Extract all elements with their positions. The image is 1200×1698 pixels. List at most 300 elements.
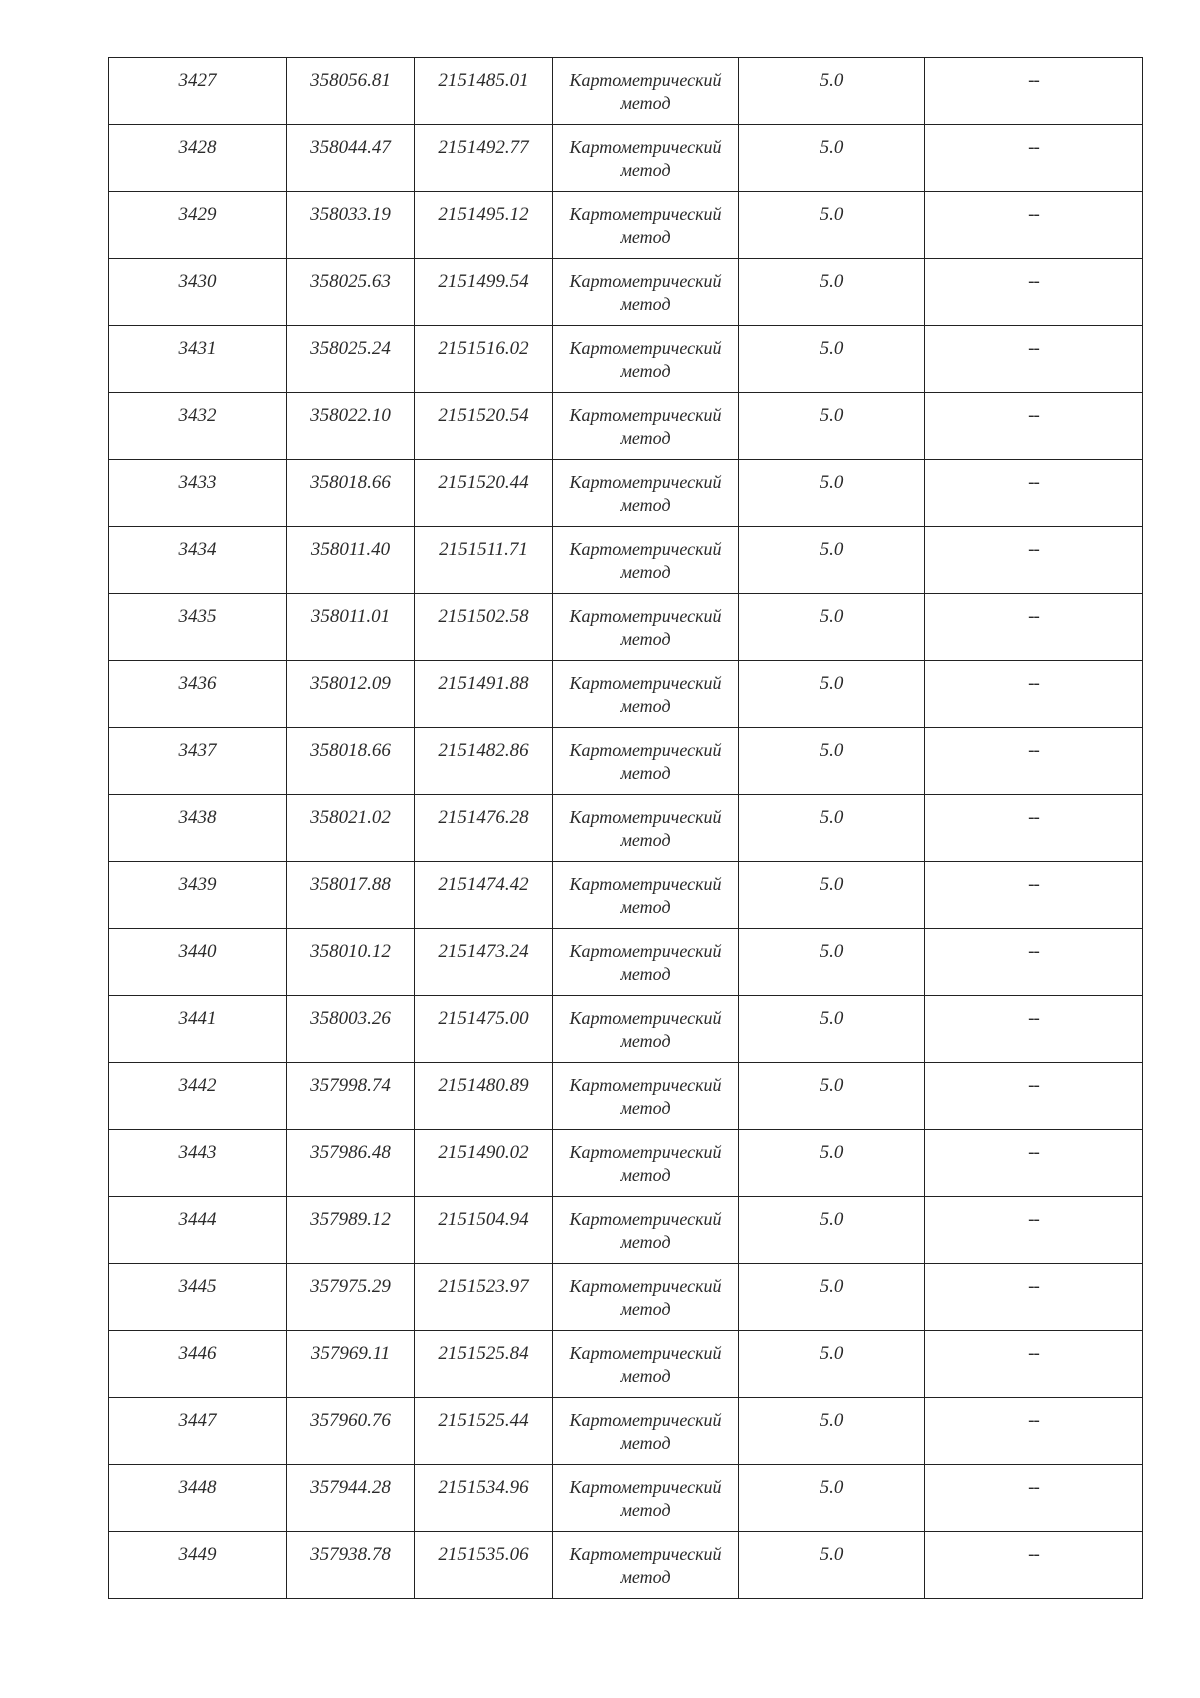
table-row: [109, 795, 1143, 862]
x-coordinate-cell: [287, 728, 415, 795]
method-cell: [553, 125, 739, 192]
point-number-cell: [109, 527, 287, 594]
y-coordinate-cell-text: 2151490.02: [438, 1142, 529, 1163]
x-coordinate-cell: [287, 996, 415, 1063]
accuracy-cell: [739, 1063, 925, 1130]
y-coordinate-cell: [415, 1197, 553, 1264]
x-coordinate-cell: [287, 1532, 415, 1599]
accuracy-cell: [739, 1130, 925, 1197]
y-coordinate-cell: [415, 192, 553, 259]
point-number-cell-text: 3449: [178, 1544, 217, 1565]
table-row: [109, 1264, 1143, 1331]
point-number-cell: [109, 728, 287, 795]
x-coordinate-cell: [287, 1331, 415, 1398]
x-coordinate-cell: [287, 795, 415, 862]
x-coordinate-cell-text: 358025.24: [310, 338, 391, 359]
method-cell: [553, 862, 739, 929]
table-row: [109, 1532, 1143, 1599]
method-cell-text: Картометрический метод: [569, 606, 722, 649]
table-row: [109, 1398, 1143, 1465]
x-coordinate-cell-text: 358033.19: [310, 204, 391, 225]
method-cell: [553, 929, 739, 996]
method-cell: [553, 1398, 739, 1465]
point-number-cell: [109, 393, 287, 460]
note-cell-text: --: [1028, 606, 1039, 627]
method-cell-text: Картометрический метод: [569, 338, 722, 381]
note-cell: [925, 1398, 1143, 1465]
x-coordinate-cell: [287, 862, 415, 929]
y-coordinate-cell-text: 2151495.12: [438, 204, 529, 225]
note-cell-text: --: [1028, 137, 1039, 158]
accuracy-cell-text: 5.0: [819, 1544, 844, 1565]
method-cell-text: Картометрический метод: [569, 1008, 722, 1051]
table-row: [109, 259, 1143, 326]
x-coordinate-cell: [287, 527, 415, 594]
point-number-cell: [109, 929, 287, 996]
point-number-cell: [109, 594, 287, 661]
accuracy-cell: [739, 58, 925, 125]
x-coordinate-cell-text: 357969.11: [310, 1343, 391, 1364]
point-number-cell: [109, 795, 287, 862]
table-row: [109, 862, 1143, 929]
point-number-cell: [109, 1130, 287, 1197]
accuracy-cell: [739, 996, 925, 1063]
note-cell-text: --: [1028, 874, 1039, 895]
method-cell-text: Картометрический метод: [569, 1477, 722, 1520]
note-cell: [925, 326, 1143, 393]
x-coordinate-cell: [287, 929, 415, 996]
table-row: [109, 527, 1143, 594]
x-coordinate-cell: [287, 661, 415, 728]
y-coordinate-cell-text: 2151474.42: [438, 874, 529, 895]
x-coordinate-cell-text: 358021.02: [310, 807, 391, 828]
point-number-cell: [109, 1197, 287, 1264]
note-cell-text: --: [1028, 1343, 1039, 1364]
table-row: [109, 661, 1143, 728]
point-number-cell-text: 3441: [178, 1008, 217, 1029]
x-coordinate-cell: [287, 1465, 415, 1532]
method-cell-text: Картометрический метод: [569, 271, 722, 314]
x-coordinate-cell: [287, 58, 415, 125]
x-coordinate-cell-text: 358017.88: [310, 874, 391, 895]
point-number-cell-text: 3442: [178, 1075, 217, 1096]
accuracy-cell-text: 5.0: [819, 472, 844, 493]
note-cell-text: --: [1028, 204, 1039, 225]
method-cell-text: Картометрический метод: [569, 1209, 722, 1252]
method-cell-text: Картометрический метод: [569, 204, 722, 247]
point-number-cell-text: 3428: [178, 137, 217, 158]
accuracy-cell-text: 5.0: [819, 405, 844, 426]
y-coordinate-cell: [415, 259, 553, 326]
coordinates-table-body: [109, 58, 1143, 1599]
table-row: [109, 326, 1143, 393]
point-number-cell: [109, 125, 287, 192]
note-cell-text: --: [1028, 70, 1039, 91]
x-coordinate-cell-text: 357960.76: [310, 1410, 391, 1431]
y-coordinate-cell: [415, 527, 553, 594]
y-coordinate-cell: [415, 326, 553, 393]
note-cell: [925, 1197, 1143, 1264]
y-coordinate-cell-text: 2151504.94: [438, 1209, 529, 1230]
y-coordinate-cell-text: 2151511.71: [439, 539, 528, 560]
y-coordinate-cell-text: 2151520.54: [438, 405, 529, 426]
note-cell-text: --: [1028, 1410, 1039, 1431]
x-coordinate-cell-text: 358011.01: [310, 606, 391, 627]
method-cell-text: Картометрический метод: [569, 1544, 722, 1587]
note-cell: [925, 1331, 1143, 1398]
point-number-cell: [109, 326, 287, 393]
y-coordinate-cell: [415, 1130, 553, 1197]
accuracy-cell-text: 5.0: [819, 137, 844, 158]
accuracy-cell-text: 5.0: [819, 1276, 844, 1297]
y-coordinate-cell-text: 2151525.84: [438, 1343, 529, 1364]
point-number-cell-text: 3444: [178, 1209, 217, 1230]
y-coordinate-cell-text: 2151535.06: [438, 1544, 529, 1565]
method-cell-text: Картометрический метод: [569, 1276, 722, 1319]
note-cell-text: --: [1028, 271, 1039, 292]
x-coordinate-cell: [287, 326, 415, 393]
accuracy-cell-text: 5.0: [819, 740, 844, 761]
point-number-cell-text: 3443: [178, 1142, 217, 1163]
x-coordinate-cell-text: 358018.66: [310, 472, 391, 493]
y-coordinate-cell-text: 2151473.24: [438, 941, 529, 962]
note-cell: [925, 594, 1143, 661]
table-row: [109, 594, 1143, 661]
method-cell: [553, 1197, 739, 1264]
note-cell: [925, 1465, 1143, 1532]
accuracy-cell-text: 5.0: [819, 539, 844, 560]
note-cell: [925, 1264, 1143, 1331]
accuracy-cell: [739, 1398, 925, 1465]
x-coordinate-cell-text: 358025.63: [310, 271, 391, 292]
accuracy-cell-text: 5.0: [819, 1477, 844, 1498]
method-cell: [553, 1465, 739, 1532]
y-coordinate-cell-text: 2151480.89: [438, 1075, 529, 1096]
note-cell: [925, 862, 1143, 929]
point-number-cell: [109, 1465, 287, 1532]
point-number-cell-text: 3438: [178, 807, 217, 828]
accuracy-cell-text: 5.0: [819, 1343, 844, 1364]
table-row: [109, 728, 1143, 795]
accuracy-cell: [739, 460, 925, 527]
x-coordinate-cell-text: 358056.81: [310, 70, 391, 91]
method-cell: [553, 527, 739, 594]
method-cell-text: Картометрический метод: [569, 941, 722, 984]
note-cell-text: --: [1028, 539, 1039, 560]
y-coordinate-cell-text: 2151520.44: [438, 472, 529, 493]
accuracy-cell: [739, 125, 925, 192]
x-coordinate-cell-text: 358022.10: [310, 405, 391, 426]
method-cell-text: Картометрический метод: [569, 1142, 722, 1185]
x-coordinate-cell-text: 357986.48: [310, 1142, 391, 1163]
note-cell: [925, 929, 1143, 996]
note-cell-text: --: [1028, 338, 1039, 359]
method-cell: [553, 996, 739, 1063]
y-coordinate-cell: [415, 460, 553, 527]
method-cell-text: Картометрический метод: [569, 70, 722, 113]
accuracy-cell: [739, 1532, 925, 1599]
x-coordinate-cell-text: 357975.29: [310, 1276, 391, 1297]
point-number-cell-text: 3448: [178, 1477, 217, 1498]
point-number-cell: [109, 259, 287, 326]
method-cell: [553, 1532, 739, 1599]
point-number-cell: [109, 996, 287, 1063]
accuracy-cell: [739, 1264, 925, 1331]
point-number-cell-text: 3430: [178, 271, 217, 292]
y-coordinate-cell-text: 2151482.86: [438, 740, 529, 761]
method-cell-text: Картометрический метод: [569, 1343, 722, 1386]
y-coordinate-cell: [415, 862, 553, 929]
note-cell-text: --: [1028, 1008, 1039, 1029]
y-coordinate-cell: [415, 661, 553, 728]
y-coordinate-cell-text: 2151475.00: [438, 1008, 529, 1029]
method-cell-text: Картометрический метод: [569, 539, 722, 582]
accuracy-cell: [739, 527, 925, 594]
y-coordinate-cell-text: 2151534.96: [438, 1477, 529, 1498]
point-number-cell: [109, 1264, 287, 1331]
accuracy-cell-text: 5.0: [819, 271, 844, 292]
method-cell: [553, 1130, 739, 1197]
note-cell-text: --: [1028, 807, 1039, 828]
accuracy-cell: [739, 862, 925, 929]
x-coordinate-cell-text: 358018.66: [310, 740, 391, 761]
y-coordinate-cell-text: 2151499.54: [438, 271, 529, 292]
note-cell-text: --: [1028, 1276, 1039, 1297]
accuracy-cell-text: 5.0: [819, 338, 844, 359]
note-cell: [925, 1063, 1143, 1130]
accuracy-cell-text: 5.0: [819, 941, 844, 962]
method-cell: [553, 594, 739, 661]
note-cell: [925, 795, 1143, 862]
note-cell-text: --: [1028, 1142, 1039, 1163]
y-coordinate-cell-text: 2151516.02: [438, 338, 529, 359]
note-cell: [925, 1130, 1143, 1197]
y-coordinate-cell: [415, 1264, 553, 1331]
accuracy-cell-text: 5.0: [819, 1410, 844, 1431]
y-coordinate-cell-text: 2151502.58: [438, 606, 529, 627]
point-number-cell: [109, 862, 287, 929]
point-number-cell-text: 3445: [178, 1276, 217, 1297]
table-row: [109, 393, 1143, 460]
x-coordinate-cell-text: 358010.12: [310, 941, 391, 962]
accuracy-cell-text: 5.0: [819, 874, 844, 895]
table-row: [109, 996, 1143, 1063]
y-coordinate-cell: [415, 594, 553, 661]
method-cell: [553, 192, 739, 259]
accuracy-cell: [739, 259, 925, 326]
y-coordinate-cell-text: 2151525.44: [438, 1410, 529, 1431]
note-cell-text: --: [1028, 1209, 1039, 1230]
y-coordinate-cell: [415, 1063, 553, 1130]
accuracy-cell-text: 5.0: [819, 673, 844, 694]
x-coordinate-cell: [287, 1197, 415, 1264]
method-cell: [553, 1063, 739, 1130]
x-coordinate-cell-text: 358044.47: [310, 137, 391, 158]
y-coordinate-cell-text: 2151523.97: [438, 1276, 529, 1297]
note-cell: [925, 460, 1143, 527]
table-row: [109, 460, 1143, 527]
point-number-cell-text: 3447: [178, 1410, 217, 1431]
y-coordinate-cell: [415, 125, 553, 192]
accuracy-cell: [739, 1331, 925, 1398]
point-number-cell-text: 3429: [178, 204, 217, 225]
y-coordinate-cell: [415, 1532, 553, 1599]
accuracy-cell: [739, 192, 925, 259]
note-cell-text: --: [1028, 941, 1039, 962]
point-number-cell-text: 3427: [178, 70, 217, 91]
table-row: [109, 1197, 1143, 1264]
point-number-cell-text: 3440: [178, 941, 217, 962]
x-coordinate-cell: [287, 393, 415, 460]
point-number-cell-text: 3432: [178, 405, 217, 426]
y-coordinate-cell: [415, 795, 553, 862]
method-cell: [553, 728, 739, 795]
accuracy-cell: [739, 795, 925, 862]
note-cell-text: --: [1028, 740, 1039, 761]
accuracy-cell-text: 5.0: [819, 807, 844, 828]
y-coordinate-cell: [415, 1465, 553, 1532]
note-cell: [925, 996, 1143, 1063]
x-coordinate-cell: [287, 460, 415, 527]
method-cell: [553, 795, 739, 862]
y-coordinate-cell: [415, 58, 553, 125]
note-cell: [925, 661, 1143, 728]
accuracy-cell-text: 5.0: [819, 1075, 844, 1096]
table-row: [109, 929, 1143, 996]
note-cell-text: --: [1028, 472, 1039, 493]
accuracy-cell: [739, 661, 925, 728]
method-cell-text: Картометрический метод: [569, 1410, 722, 1453]
point-number-cell: [109, 192, 287, 259]
x-coordinate-cell: [287, 1130, 415, 1197]
accuracy-cell: [739, 393, 925, 460]
accuracy-cell: [739, 594, 925, 661]
method-cell-text: Картометрический метод: [569, 673, 722, 716]
x-coordinate-cell-text: 358003.26: [310, 1008, 391, 1029]
method-cell-text: Картометрический метод: [569, 137, 722, 180]
note-cell-text: --: [1028, 1075, 1039, 1096]
note-cell: [925, 125, 1143, 192]
table-row: [109, 1063, 1143, 1130]
point-number-cell: [109, 1063, 287, 1130]
x-coordinate-cell: [287, 594, 415, 661]
accuracy-cell-text: 5.0: [819, 1008, 844, 1029]
point-number-cell-text: 3437: [178, 740, 217, 761]
note-cell: [925, 527, 1143, 594]
y-coordinate-cell: [415, 1398, 553, 1465]
point-number-cell: [109, 1398, 287, 1465]
method-cell: [553, 1331, 739, 1398]
y-coordinate-cell: [415, 1331, 553, 1398]
accuracy-cell-text: 5.0: [819, 1142, 844, 1163]
point-number-cell-text: 3433: [178, 472, 217, 493]
point-number-cell-text: 3439: [178, 874, 217, 895]
accuracy-cell-text: 5.0: [819, 70, 844, 91]
point-number-cell: [109, 1331, 287, 1398]
method-cell-text: Картометрический метод: [569, 405, 722, 448]
table-row: [109, 1331, 1143, 1398]
note-cell: [925, 1532, 1143, 1599]
note-cell-text: --: [1028, 673, 1039, 694]
y-coordinate-cell-text: 2151491.88: [438, 673, 529, 694]
y-coordinate-cell: [415, 996, 553, 1063]
accuracy-cell: [739, 1197, 925, 1264]
method-cell: [553, 326, 739, 393]
y-coordinate-cell: [415, 393, 553, 460]
point-number-cell-text: 3431: [178, 338, 217, 359]
note-cell: [925, 393, 1143, 460]
point-number-cell: [109, 661, 287, 728]
x-coordinate-cell-text: 358012.09: [310, 673, 391, 694]
x-coordinate-cell-text: 357998.74: [310, 1075, 391, 1096]
note-cell-text: --: [1028, 1544, 1039, 1565]
accuracy-cell-text: 5.0: [819, 204, 844, 225]
x-coordinate-cell: [287, 1398, 415, 1465]
method-cell: [553, 1264, 739, 1331]
point-number-cell: [109, 1532, 287, 1599]
x-coordinate-cell: [287, 192, 415, 259]
x-coordinate-cell: [287, 125, 415, 192]
method-cell: [553, 661, 739, 728]
x-coordinate-cell-text: 357944.28: [310, 1477, 391, 1498]
x-coordinate-cell-text: 358011.40: [310, 539, 391, 560]
accuracy-cell: [739, 326, 925, 393]
note-cell: [925, 58, 1143, 125]
method-cell: [553, 58, 739, 125]
coordinates-table: [108, 57, 1143, 1599]
x-coordinate-cell: [287, 1264, 415, 1331]
note-cell: [925, 259, 1143, 326]
method-cell-text: Картометрический метод: [569, 807, 722, 850]
y-coordinate-cell-text: 2151476.28: [438, 807, 529, 828]
accuracy-cell-text: 5.0: [819, 606, 844, 627]
point-number-cell-text: 3434: [178, 539, 217, 560]
note-cell: [925, 192, 1143, 259]
x-coordinate-cell-text: 357938.78: [310, 1544, 391, 1565]
method-cell: [553, 460, 739, 527]
note-cell-text: --: [1028, 1477, 1039, 1498]
accuracy-cell: [739, 1465, 925, 1532]
x-coordinate-cell-text: 357989.12: [310, 1209, 391, 1230]
accuracy-cell: [739, 728, 925, 795]
point-number-cell-text: 3435: [178, 606, 217, 627]
table-row: [109, 125, 1143, 192]
y-coordinate-cell: [415, 728, 553, 795]
y-coordinate-cell: [415, 929, 553, 996]
method-cell-text: Картометрический метод: [569, 1075, 722, 1118]
x-coordinate-cell: [287, 1063, 415, 1130]
table-row: [109, 1465, 1143, 1532]
method-cell-text: Картометрический метод: [569, 740, 722, 783]
point-number-cell-text: 3446: [178, 1343, 217, 1364]
table-row: [109, 192, 1143, 259]
point-number-cell: [109, 58, 287, 125]
method-cell: [553, 259, 739, 326]
table-row: [109, 1130, 1143, 1197]
accuracy-cell-text: 5.0: [819, 1209, 844, 1230]
y-coordinate-cell-text: 2151485.01: [438, 70, 529, 91]
method-cell-text: Картометрический метод: [569, 472, 722, 515]
table-row: [109, 58, 1143, 125]
method-cell-text: Картометрический метод: [569, 874, 722, 917]
y-coordinate-cell-text: 2151492.77: [438, 137, 529, 158]
note-cell-text: --: [1028, 405, 1039, 426]
method-cell: [553, 393, 739, 460]
point-number-cell: [109, 460, 287, 527]
accuracy-cell: [739, 929, 925, 996]
note-cell: [925, 728, 1143, 795]
point-number-cell-text: 3436: [178, 673, 217, 694]
